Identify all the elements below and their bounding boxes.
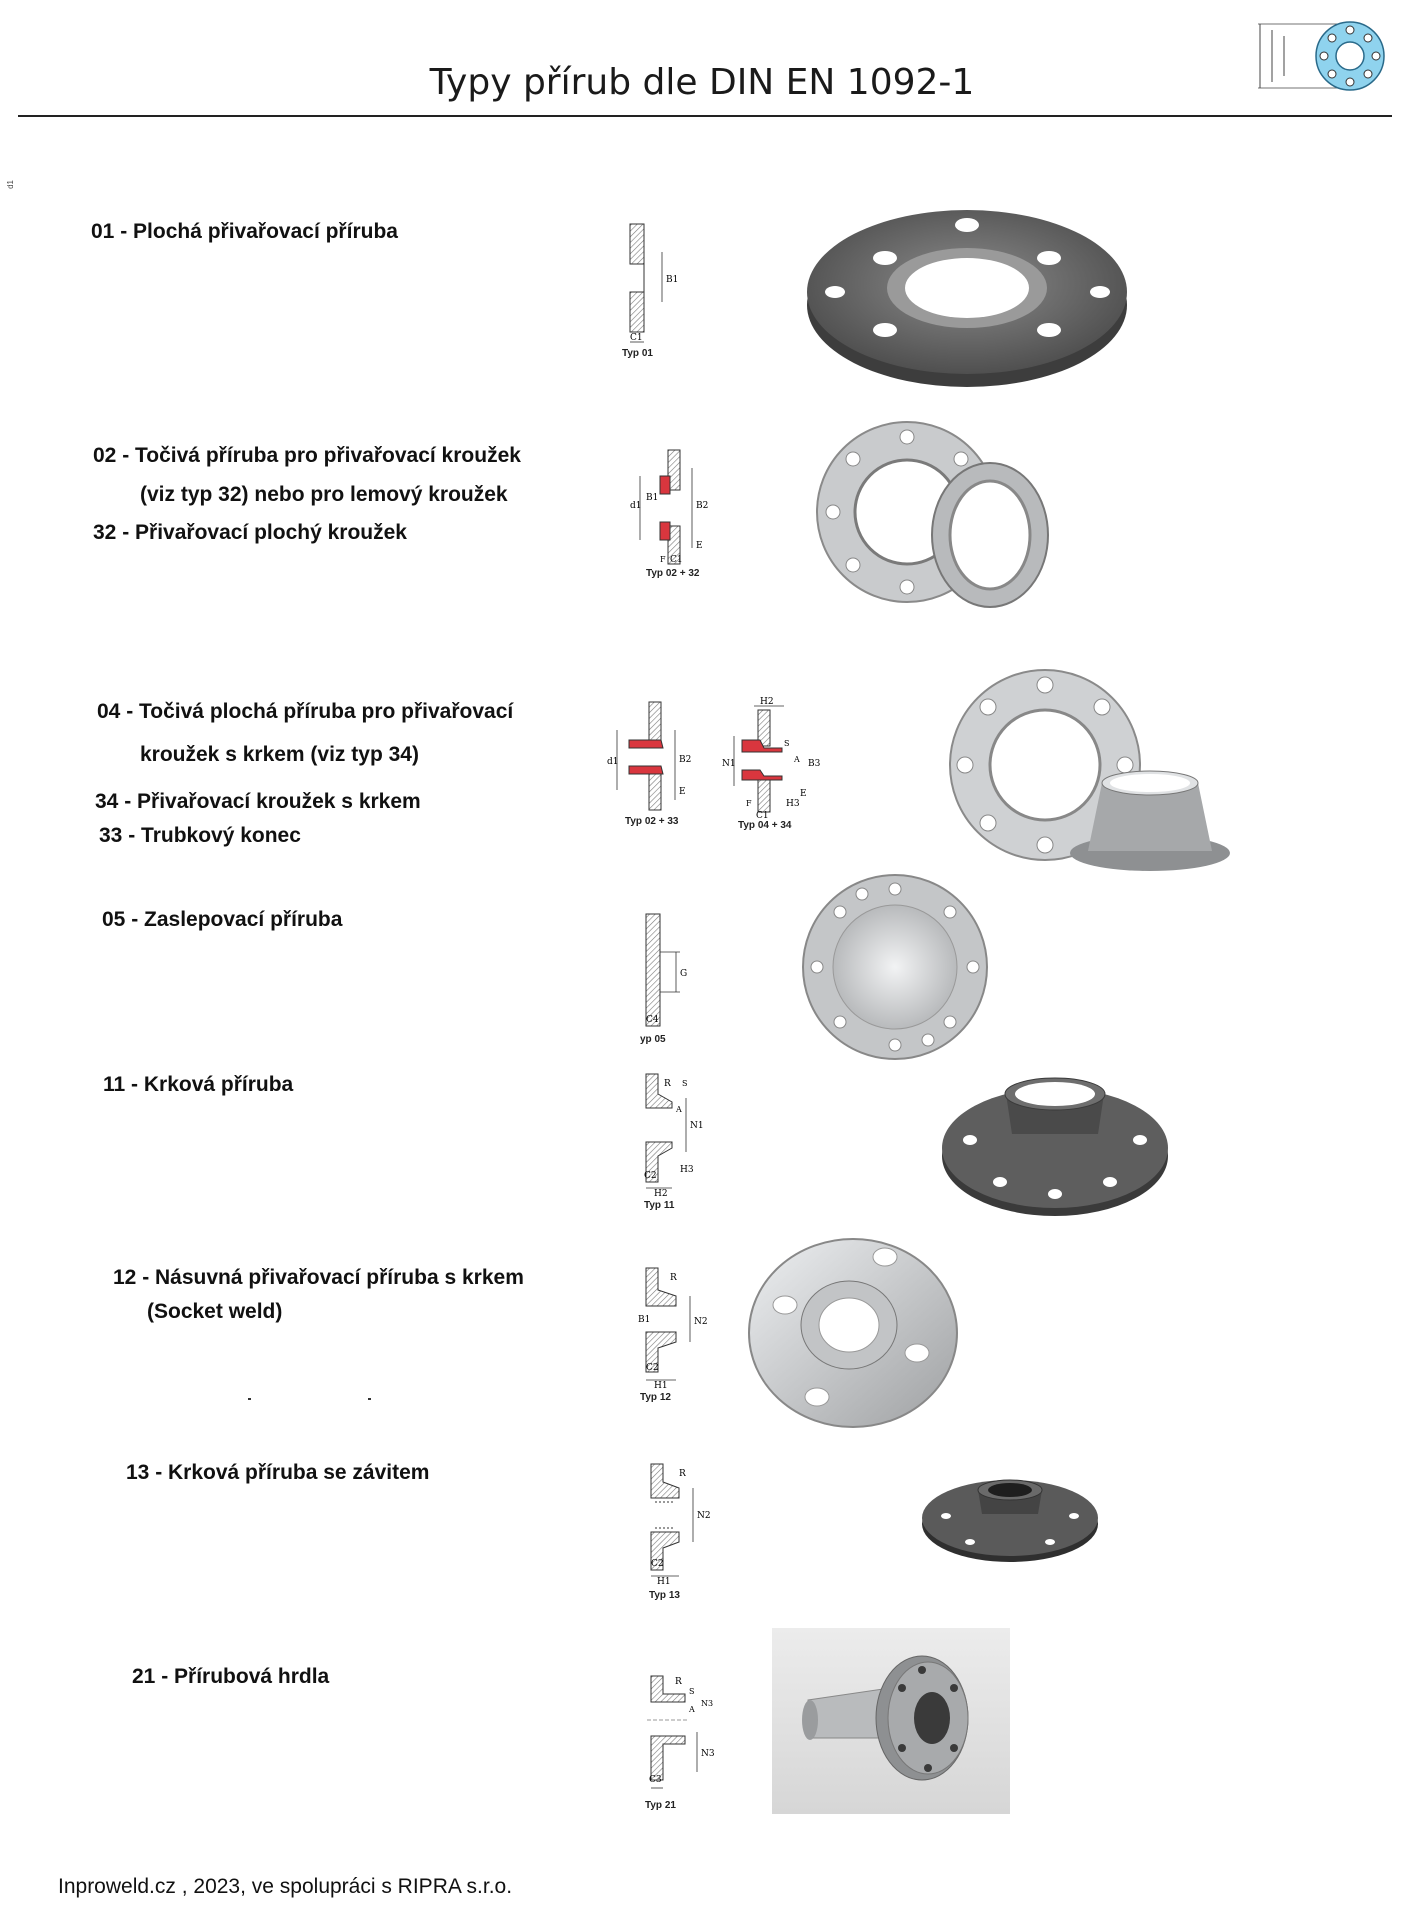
dim-label: G <box>680 969 688 979</box>
diagram-type-01 <box>622 222 682 359</box>
dim-label: C1 <box>630 333 643 343</box>
dim-label: B1 <box>646 493 659 503</box>
caption-type-21: Typ 21 <box>645 1800 676 1811</box>
photo-threaded-flange <box>920 1468 1100 1569</box>
flange-drawing-icon <box>1250 16 1390 96</box>
dim-label: R <box>679 1469 686 1479</box>
diagram-type-21 <box>645 1672 725 1811</box>
caption-type-11: Typ 11 <box>644 1200 675 1211</box>
diagram-type-02-33 <box>605 700 695 825</box>
dim-label: B2 <box>696 501 709 511</box>
dim-label: E <box>696 541 703 551</box>
label-type-33: 33 - Trubkový konec <box>99 824 301 847</box>
dim-label: S <box>784 739 790 748</box>
caption-type-13: Typ 13 <box>649 1590 680 1601</box>
photo-flat-weld-flange <box>805 200 1130 395</box>
photo-blind-flange <box>800 872 990 1067</box>
caption-type-05: yp 05 <box>640 1034 666 1045</box>
label-type-01: 01 - Plochá přivařovací příruba <box>91 220 398 243</box>
dim-label: E <box>800 789 807 799</box>
dim-label: F <box>660 555 666 564</box>
diagram-type-05 <box>640 912 700 1045</box>
photo-weld-neck-flange <box>940 1070 1170 1225</box>
caption-type-12: Typ 12 <box>640 1392 671 1403</box>
dim-label: C2 <box>651 1559 664 1569</box>
label-type-02: 02 - Točivá příruba pro přivařovací kroužek <box>93 444 521 467</box>
dim-label: B3 <box>808 759 821 769</box>
diagram-type-11 <box>640 1072 720 1211</box>
label-type-13: 13 - Krková příruba se závitem <box>126 1461 430 1484</box>
label-type-04: 04 - Točivá plochá příruba pro přivařovací <box>97 700 514 723</box>
caption-type-02-32: Typ 02 + 32 <box>646 568 700 579</box>
dim-label: H1 <box>654 1381 668 1391</box>
title-underline <box>18 115 1392 117</box>
dim-label: C1 <box>756 811 769 821</box>
stray-mark <box>368 1398 371 1400</box>
label-type-11: 11 - Krková příruba <box>103 1073 294 1096</box>
dim-label: N1 <box>722 759 736 769</box>
dim-label: C3 <box>649 1775 662 1785</box>
footer-credit: Inproweld.cz , 2023, ve spolupráci s RIPRA s.r.o. <box>58 1875 513 1898</box>
label-type-04-note: kroužek s krkem (viz typ 34) <box>140 743 419 766</box>
dim-label: N1 <box>690 1121 704 1131</box>
photo-socket-weld-flange <box>745 1225 960 1435</box>
label-type-12: 12 - Násuvná přivařovací příruba s krkem <box>113 1266 524 1289</box>
label-type-05: 05 - Zaslepovací příruba <box>102 908 343 931</box>
dim-label: F <box>746 799 752 808</box>
dim-label: H1 <box>657 1577 671 1587</box>
caption-type-02-33: Typ 02 + 33 <box>625 816 679 827</box>
dim-label: A <box>689 1705 695 1714</box>
diagram-type-12 <box>638 1266 720 1403</box>
dim-label: B2 <box>679 755 692 765</box>
dim-label: H2 <box>760 697 774 707</box>
dim-label: R <box>670 1273 677 1283</box>
dim-label: d1 <box>630 501 642 511</box>
dim-label: A <box>676 1105 682 1114</box>
dim-label: A <box>794 755 800 764</box>
dim-label: C4 <box>646 1015 659 1025</box>
caption-type-04-34: Typ 04 + 34 <box>738 820 792 831</box>
dim-label: E <box>679 787 686 797</box>
label-type-02-note: (viz typ 32) nebo pro lemový kroužek <box>140 483 508 506</box>
label-type-32: 32 - Přivařovací plochý kroužek <box>93 521 407 544</box>
label-type-21: 21 - Přírubová hrdla <box>132 1665 330 1688</box>
dim-label: N3 <box>701 1749 715 1759</box>
diagram-type-02-32 <box>620 448 710 578</box>
dim-label: S <box>682 1079 688 1088</box>
label-type-12-note: (Socket weld) <box>147 1300 283 1323</box>
page-title: Typy přírub dle DIN EN 1092-1 <box>429 62 975 103</box>
dim-label: N2 <box>697 1511 711 1521</box>
dim-label: H3 <box>786 799 800 809</box>
caption-type-01: Typ 01 <box>622 348 653 359</box>
dim-label: C2 <box>646 1363 659 1373</box>
dim-label: B1 <box>638 1315 651 1325</box>
dim-label: B1 <box>666 275 679 285</box>
dim-label: R <box>675 1677 682 1687</box>
dim-label: R <box>664 1079 671 1089</box>
dim-label: N2 <box>694 1317 708 1327</box>
dim-label: C2 <box>644 1171 657 1181</box>
label-type-34: 34 - Přivařovací kroužek s krkem <box>95 790 421 813</box>
dim-label: S <box>689 1687 695 1696</box>
diagram-type-04-34 <box>720 696 830 831</box>
dim-label: H2 <box>654 1189 668 1199</box>
diagram-type-13 <box>645 1462 725 1601</box>
stray-mark <box>248 1398 251 1400</box>
dim-label: H3 <box>680 1165 694 1175</box>
photo-flange-with-collar-ring <box>950 665 1235 880</box>
dim-label: C1 <box>670 555 683 565</box>
edge-mark: d1 <box>6 180 15 189</box>
dim-label: N3 <box>701 1699 714 1708</box>
dim-label: d1 <box>607 757 619 767</box>
photo-flanged-spigot <box>772 1628 1010 1819</box>
photo-lap-joint-flange-with-ring <box>815 415 1055 615</box>
